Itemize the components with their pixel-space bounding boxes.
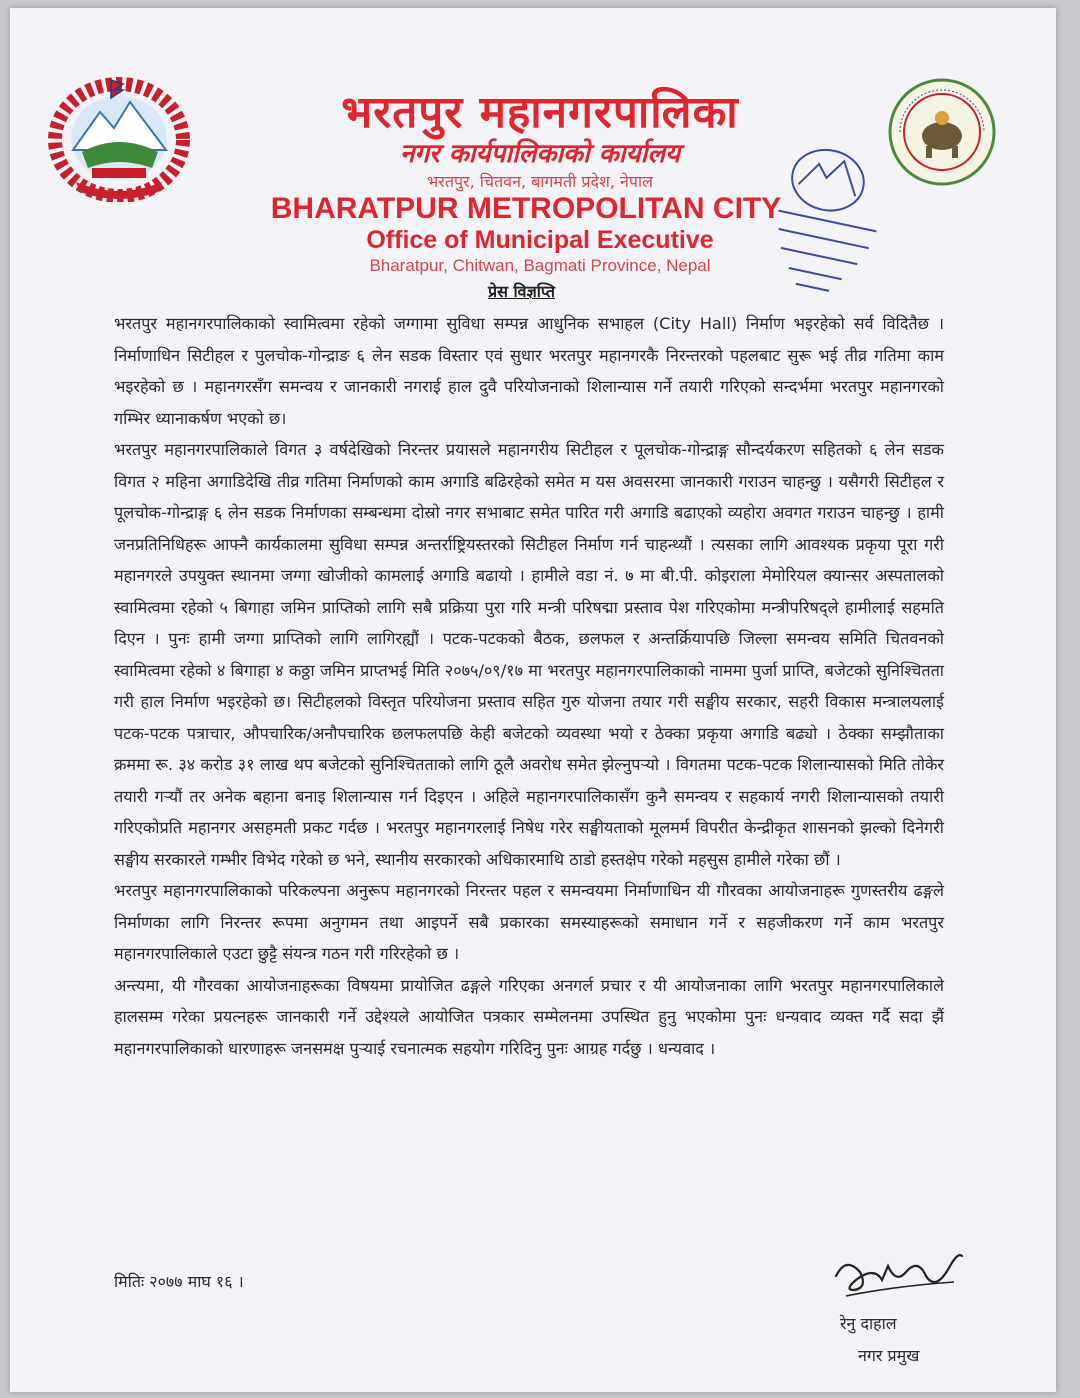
- document-date: मितिः २०७७ माघ १६ ।: [114, 1272, 244, 1291]
- paragraph: भरतपुर महानगरपालिकाको परिकल्पना अनुरूप महानगरको निरन्तर पहल र समन्वयमा निर्माणाधिन यी गौरवका आयोजनाहरू गुणस्तरीय ढङ्गले निर्माणका लागि निरन्तर रूपमा अनुगमन तथा आइपर्ने सबै प्रकारका समस्याहरूको समाधान गर्ने र सहजीकरण गर्ने काम भरतपुर महानगरपालिकाले एउटा छुट्टै संयन्त्र गठन गरी गरिरहेको छ ।: [114, 881, 944, 963]
- document-body: [114, 308, 944, 1064]
- header-nepali-address: भरतपुर, चितवन, बागमती प्रदेश, नेपाल: [427, 172, 653, 191]
- header-english-title: BHARATPUR METROPOLITAN CITY: [270, 192, 782, 225]
- handwritten-signature-icon: [826, 1236, 966, 1306]
- header-nepali-title: भरतपुर महानगरपालिका: [341, 87, 739, 138]
- document-title: प्रेस विज्ञप्ति: [488, 282, 555, 301]
- metropolitan-logo-stamp-icon: [886, 76, 998, 188]
- nepal-emblem-icon: [48, 72, 190, 202]
- paragraph: अन्त्यमा, यी गौरवका आयोजनाहरूका विषयमा प्रायोजित ढङ्गले गरिएका अनगर्ल प्रचार र यी आयोजनाका लागि भरतपुर महानगरपालिकाले हालसम्म गरेका प्रयत्नहरू जानकारी गर्ने उद्देश्यले आयोजित पत्रकार सम्मेलनमा उपस्थित हुनु भएकोमा पुनः धन्यवाद व्यक्त गर्दै सदा झैं महानगरपालिकाको धारणाहरू जनसमक्ष पुर्‍याई रचनात्मक सहयोग गरिदिनु पुनः आग्रह गर्दछु । धन्यवाद ।: [114, 975, 944, 1058]
- signer-title: नगर प्रमुख: [858, 1346, 920, 1365]
- header-nepali-office: नगर कार्यपालिकाको कार्यालय: [399, 139, 681, 169]
- paragraph: भरतपुर महानगरपालिकाले विगत ३ वर्षदेखिको निरन्तर प्रयासले महानगरीय सिटीहल र पूलचोक-गोन्द्राङ्ग सौन्दर्यकरण सहितको ६ लेन सडक विगत २ महिना अगाडिदेखि तीव्र गतिमा निर्माणको काम अगाडि बढिरहेको समेत म यस अवसरमा जानकारी गराउन चाहन्छु । यसैगरी सिटीहल र पूलचोक-गोन्द्राङ्ग ६ लेन सडक निर्माणका सम्बन्धमा दोस्रो नगर सभाबाट समेत पारित गरी अगाडि बढाएको व्यहोरा अवगत गराउन चाहन्छु । हामी जनप्रतिनिधिहरू आफ्नै कार्यकालमा सुविधा सम्पन्न अन्तर्राष्ट्रियस्तरको सिटीहल निर्माण गर्न चाहन्थ्यौं । त्यसका लागि आवश्यक प्रकृया पूरा गरी महानगरले उपयुक्त स्थानमा जग्गा खोजीको कामलाई अगाडि बढायो । हामीले वडा नं. ७ मा बी.पी. कोइराला मेमोरियल क्यान्सर अस्पतालको स्वामित्वमा रहेको ५ बिगाहा जमिन प्राप्तिको लागि सबै प्रक्रिया पुरा गरि मन्त्री परिषद्मा प्रस्ताव पेश गरिएकोमा मन्त्रीपरिषद्ले हामीलाई सहमति दिएन । पुनः हामी जग्गा प्राप्तिको लागि लागिरह्यौं । पटक-पटकको बैठक, छलफल र अन्तर्क्रियापछि जिल्ला समन्वय समिति चितवनको स्वामित्वमा रहेको ४ बिगाहा ४ कठ्ठा जमिन प्राप्तभई मिति २०७५/०९/१७ मा भरतपुर महानगरपालिकाको नाममा पुर्जा प्राप्ति, बजेटको सुनिश्चितता गरी हाल निर्माण भइरहेको छ। सिटीहलको विस्तृत परियोजना प्रस्ताव सहित गुरु योजना तयार गरी सङ्घीय सरकार, सहरी विकास मन्त्रालयलाई पटक-पटक पत्राचार, औपचारिक/अनौपचारिक छलफलपछि केही बजेटको व्यवस्था भयो र ठेक्का प्रकृया अगाडि बढ्यो । ठेक्का सम्झौताका क्रममा रू. ३४ करोड ३१ लाख थप बजेटको सुनिश्चितताको लागि ठूलै अवरोध समेत झेल्नुपर्‍यो । विगतमा पटक-पटक शिलान्यासको मिति तोकेर तयारी गर्‍यौं तर अनेक बहाना बनाइ शिलान्यास गर्न दिइएन । अहिले महानगरपालिकासँग कुनै समन्वय र सहकार्य नगरी शिलान्यासको तयारी गरिएकोप्रति महानगर असहमती प्रकट गर्दछ । भरतपुर महानगरलाई निषेध गरेर सङ्घीयताको मूलमर्म विपरीत केन्द्रीकृत शासनको झल्को दिनेगरी सङ्घीय सरकारले गम्भीर विभेद गरेको छ भने, स्थानीय सरकारको अधिकारमाथि ठाडो हस्तक्षेप गरेको महसुस हामीले गरेका छौं ।: [114, 440, 945, 869]
- signer-name: रेनु दाहाल: [840, 1314, 897, 1333]
- header-english-office: Office of Municipal Executive: [366, 226, 714, 254]
- header-english-address: Bharatpur, Chitwan, Bagmati Province, Nepal: [369, 256, 711, 275]
- paragraph: भरतपुर महानगरपालिकाको स्वामित्वमा रहेको जग्गामा सुविधा सम्पन्न आधुनिक सभाहल (City Hall) निर्माण भइरहेको सर्व विदितैछ । निर्माणाधिन सिटीहल र पुलचोक-गोन्द्राङ ६ लेन सडक विस्तार एवं सुधार भरतपुर महानगरकै निरन्तरको पहलबाट सुरू भई तीव्र गतिमा काम भइरहेको छ । महानगरसँग समन्वय र जानकारी नगराई हाल दुवै परियोजनाको शिलान्यास गर्ने तयारी गरिएको सन्दर्भमा भरतपुर महानगरको गम्भिर ध्यानाकर्षण भएको छ।: [114, 314, 944, 428]
